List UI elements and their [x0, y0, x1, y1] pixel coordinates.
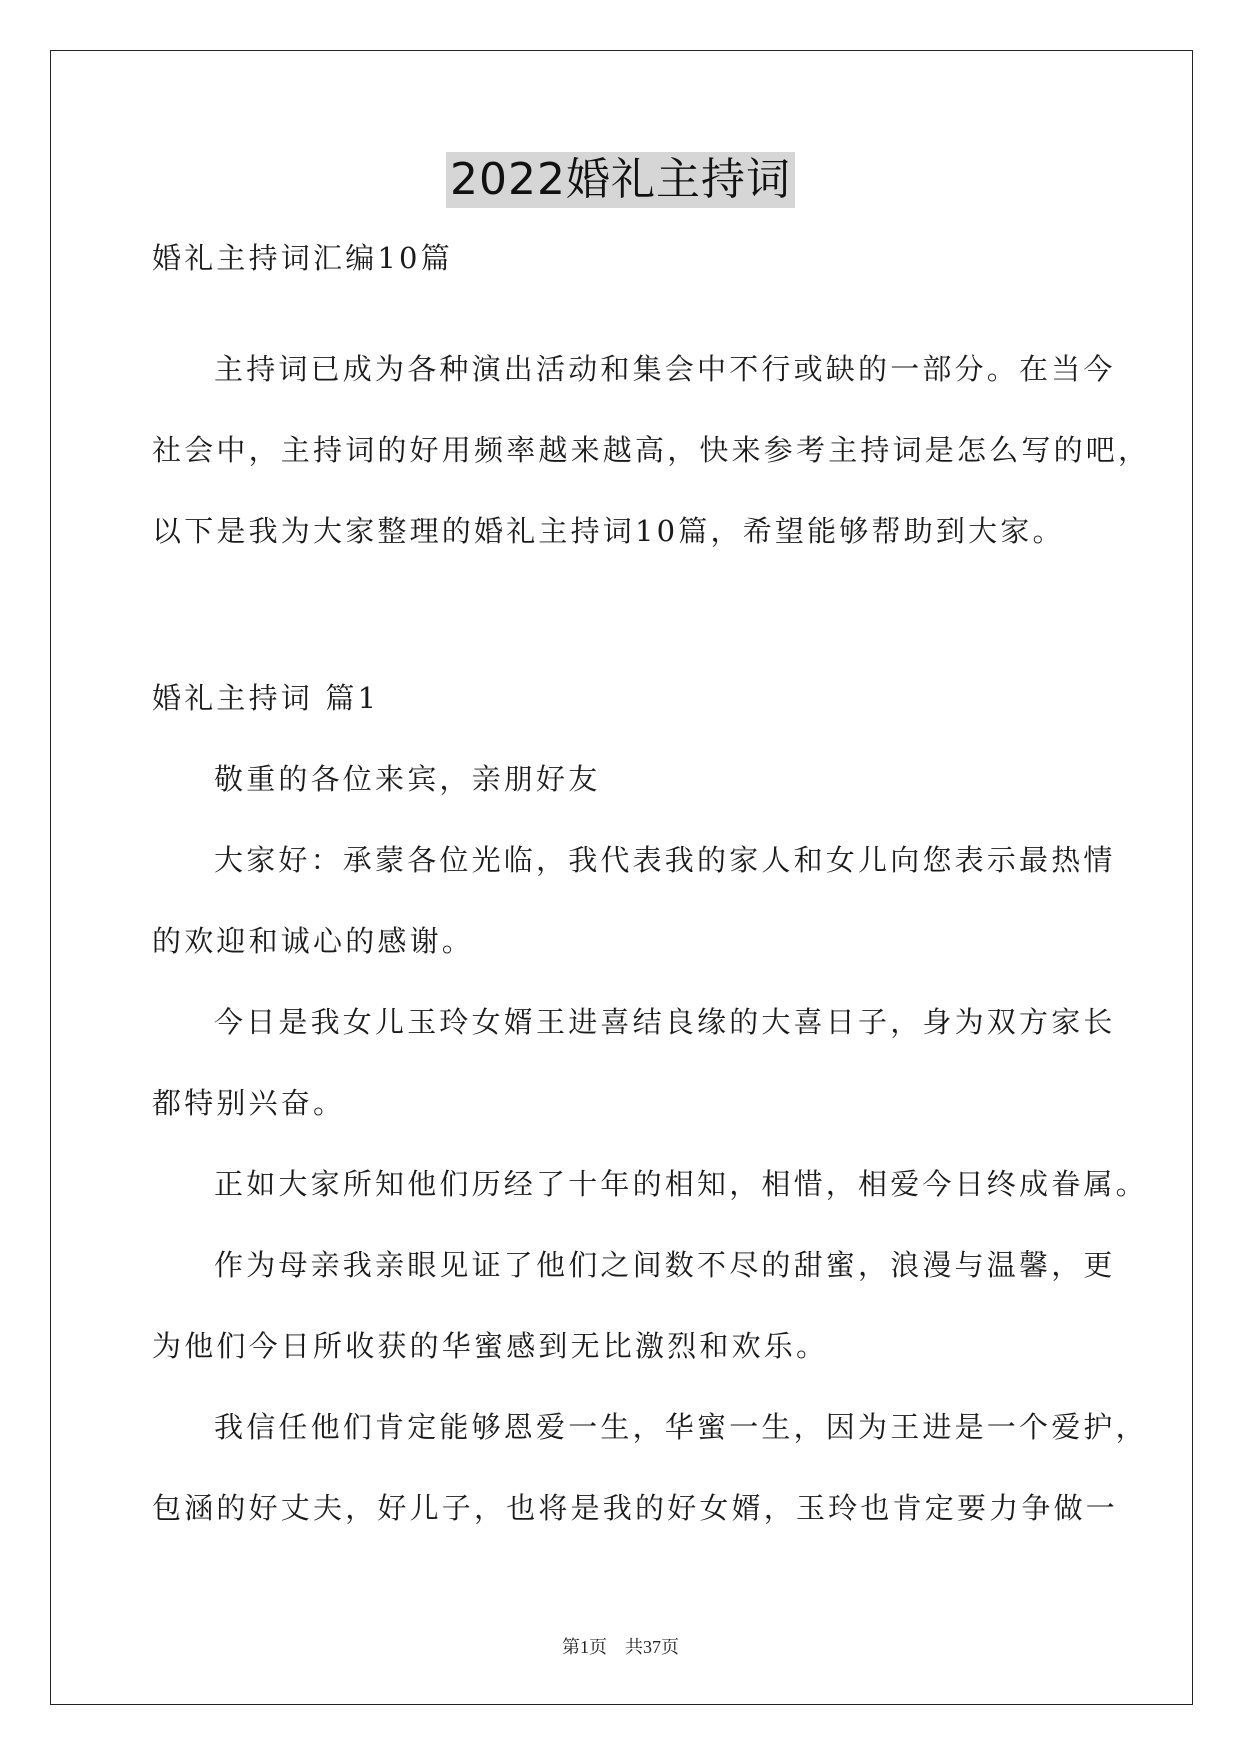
intro-line: 主持词已成为各种演出活动和集会中不行或缺的一部分。在当今: [214, 352, 1116, 386]
intro-line: 以下是我为大家整理的婚礼主持词10篇，希望能够帮助到大家。: [152, 514, 1065, 548]
body-line: 包涵的好丈夫，好儿子，也将是我的好女婿，玉玲也肯定要力争做一: [152, 1491, 1119, 1525]
body-line: 正如大家所知他们历经了十年的相知，相惜，相爱今日终成眷属。: [214, 1167, 1148, 1201]
intro-line: 社会中，主持词的好用频率越来越高，快来参考主持词是怎么写的吧，: [152, 433, 1151, 467]
page-total: 共37页: [625, 1637, 679, 1657]
body-line: 的欢迎和诚心的感谢。: [152, 924, 475, 958]
page-footer: [0, 1633, 1241, 1659]
body-line: 作为母亲我亲眼见证了他们之间数不尽的甜蜜，浪漫与温馨，更: [214, 1248, 1116, 1282]
page-number: 第1页: [562, 1637, 607, 1657]
body-line: 大家好：承蒙各位光临，我代表我的家人和女儿向您表示最热情: [214, 843, 1116, 877]
section-heading: 婚礼主持词 篇1: [152, 681, 380, 715]
title-container: [0, 152, 1241, 208]
body-line: 我信任他们肯定能够恩爱一生，华蜜一生，因为王进是一个爱护，: [214, 1410, 1148, 1444]
body-line: 都特别兴奋。: [152, 1086, 346, 1120]
body-line: 为他们今日所收获的华蜜感到无比激烈和欢乐。: [152, 1329, 829, 1363]
body-line: 敬重的各位来宾，亲朋好友: [214, 762, 601, 796]
document-title: 2022婚礼主持词: [446, 152, 795, 208]
body-line: 今日是我女儿玉玲女婿王进喜结良缘的大喜日子，身为双方家长: [214, 1005, 1116, 1039]
document-subtitle: 婚礼主持词汇编10篇: [152, 241, 453, 275]
